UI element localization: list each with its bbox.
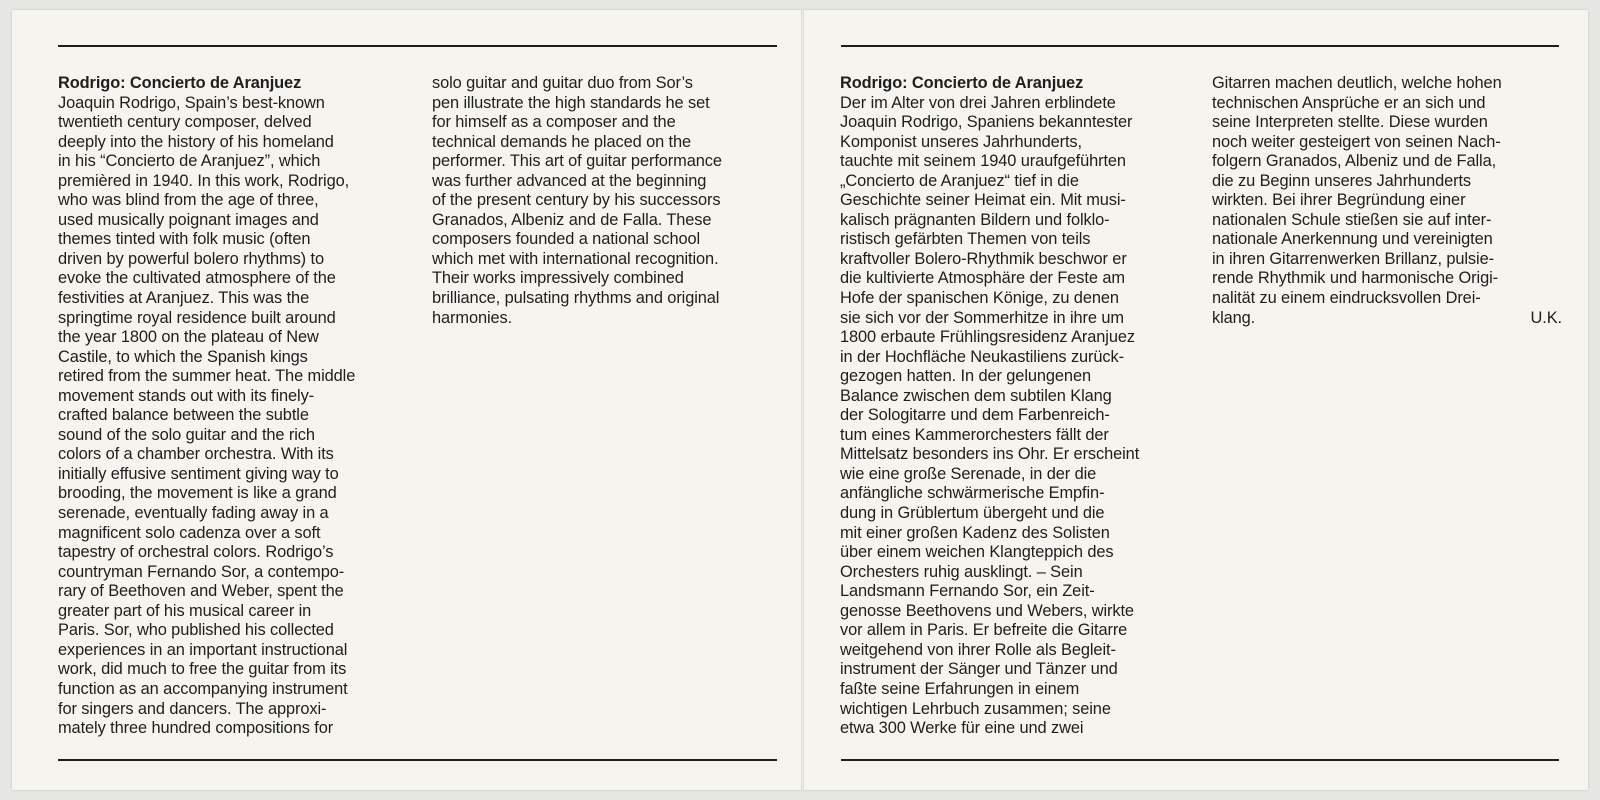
text-line: kalisch prägnanten Bildern und folklo- bbox=[840, 210, 1110, 229]
text-line: nationalen Schule stießen sie auf inter- bbox=[1212, 210, 1492, 229]
text-line: Joaquin Rodrigo, Spain’s best-known bbox=[58, 93, 325, 112]
text-line: dung in Grüblertum übergeht und die bbox=[840, 504, 1105, 523]
text-line: Mittelsatz besonders ins Ohr. Er erscheint bbox=[840, 445, 1140, 464]
text-line: tapestry of orchestral colors. Rodrigo’s bbox=[58, 543, 334, 562]
text-line: wichtigen Lehrbuch zusammen; seine bbox=[840, 699, 1111, 718]
text-line: festivities at Aranjuez. This was the bbox=[58, 289, 310, 308]
text-line: Their works impressively combined bbox=[432, 269, 684, 288]
text-line: technischen Ansprüche er an sich und bbox=[1212, 93, 1486, 112]
text-line: gezogen hatten. In der gelungenen bbox=[840, 367, 1091, 386]
text-line: premièred in 1940. In this work, Rodrigo, bbox=[58, 171, 350, 190]
text-line: performer. This art of guitar performance bbox=[432, 152, 722, 171]
text-line: deeply into the history of his homeland bbox=[58, 132, 334, 151]
text-line: folgern Granados, Albeniz und de Falla, bbox=[1212, 152, 1497, 171]
text-line: nationale Anerkennung und vereinigten bbox=[1212, 230, 1493, 249]
text-line: Der im Alter von drei Jahren erblindete bbox=[840, 93, 1116, 112]
text-line: über einem weichen Klangteppich des bbox=[840, 543, 1114, 562]
text-line: kraftvoller Bolero-Rhythmik beschwor er bbox=[840, 249, 1127, 268]
english-column-2 bbox=[432, 74, 782, 328]
top-rule-right bbox=[841, 45, 1559, 47]
text-line: Paris. Sor, who published his collected bbox=[58, 621, 334, 640]
text-line: serenade, eventually fading away in a bbox=[58, 504, 329, 523]
english-heading: Rodrigo: Concierto de Aranjuez bbox=[58, 74, 302, 92]
top-rule-left bbox=[58, 45, 777, 47]
text-line: Joaquin Rodrigo, Spaniens bekanntester bbox=[840, 113, 1133, 132]
text-line: crafted balance between the subtle bbox=[58, 406, 309, 425]
text-line: technical demands he placed on the bbox=[432, 132, 692, 151]
text-line: mit einer großen Kadenz des Solisten bbox=[840, 523, 1110, 542]
text-line: solo guitar and guitar duo from Sor’s bbox=[432, 74, 693, 92]
text-line: rende Rhythmik und harmonische Origi- bbox=[1212, 269, 1498, 288]
text-line: for singers and dancers. The approxi- bbox=[58, 699, 327, 718]
text-line: initially effusive sentiment giving way to bbox=[58, 464, 339, 483]
text-line: vor allem in Paris. Er befreite die Gitarre bbox=[840, 621, 1128, 640]
text-line: rary of Beethoven and Weber, spent the bbox=[58, 582, 344, 601]
text-line: klang. bbox=[1212, 308, 1256, 327]
text-line: pen illustrate the high standards he set bbox=[432, 93, 710, 112]
bottom-rule-right bbox=[841, 759, 1559, 761]
page-fold bbox=[801, 10, 804, 790]
text-line: harmonies. bbox=[432, 308, 513, 327]
text-line: in his “Concierto de Aranjuez”, which bbox=[58, 152, 321, 171]
text-line: sie sich vor der Sommerhitze in ihre um bbox=[840, 308, 1124, 327]
closing-line bbox=[1212, 309, 1562, 329]
text-line: experiences in an important instructional bbox=[58, 640, 348, 659]
text-line: function as an accompanying instrument bbox=[58, 679, 348, 698]
text-line: Orchesters ruhig ausklingt. – Sein bbox=[840, 562, 1083, 581]
text-line: Komponist unseres Jahrhunderts, bbox=[840, 132, 1082, 151]
text-line: who was blind from the age of three, bbox=[58, 191, 319, 210]
text-line: Gitarren machen deutlich, welche hohen bbox=[1212, 74, 1502, 92]
text-line: anfängliche schwärmerische Empfin- bbox=[840, 484, 1105, 503]
text-line: seine Interpreten stellte. Diese wurden bbox=[1212, 113, 1488, 132]
text-line: of the present century by his successors bbox=[432, 191, 721, 210]
text-line: faßte seine Erfahrungen in einem bbox=[840, 679, 1080, 698]
german-heading: Rodrigo: Concierto de Aranjuez bbox=[840, 74, 1084, 92]
text-line: der Sologitarre und dem Farbenreich- bbox=[840, 406, 1110, 425]
text-line: retired from the summer heat. The middle bbox=[58, 367, 356, 386]
text-line: ristisch gefärbten Themen von teils bbox=[840, 230, 1091, 249]
text-line: themes tinted with folk music (often bbox=[58, 230, 311, 249]
text-line: driven by powerful bolero rhythms) to bbox=[58, 249, 324, 268]
text-line: wie eine große Serenade, in der die bbox=[840, 464, 1097, 483]
text-line: die kultivierte Atmosphäre der Feste am bbox=[840, 269, 1125, 288]
text-line: Landsmann Fernando Sor, ein Zeit- bbox=[840, 582, 1095, 601]
text-line: mately three hundred compositions for bbox=[58, 719, 334, 738]
english-column-1 bbox=[58, 74, 408, 739]
text-line: springtime royal residence built around bbox=[58, 308, 336, 327]
text-line: genosse Beethovens und Webers, wirkte bbox=[840, 601, 1134, 620]
text-line: for himself as a composer and the bbox=[432, 113, 676, 132]
text-line: movement stands out with its finely- bbox=[58, 386, 315, 405]
author-initials: U.K. bbox=[1530, 308, 1562, 327]
text-line: noch weiter gesteigert von seinen Nach- bbox=[1212, 132, 1501, 151]
text-line: used musically poignant images and bbox=[58, 210, 319, 229]
text-line: Granados, Albeniz and de Falla. These bbox=[432, 210, 712, 229]
text-line: weitgehend von ihrer Rolle als Begleit- bbox=[840, 640, 1116, 659]
text-line: brilliance, pulsating rhythms and original bbox=[432, 289, 720, 308]
text-line: sound of the solo guitar and the rich bbox=[58, 425, 315, 444]
text-line: Hofe der spanischen Könige, zu denen bbox=[840, 289, 1119, 308]
text-line: twentieth century composer, delved bbox=[58, 113, 312, 132]
text-line: Castile, to which the Spanish kings bbox=[58, 347, 308, 366]
text-line: in ihren Gitarrenwerken Brillanz, pulsie- bbox=[1212, 249, 1494, 268]
text-line: was further advanced at the beginning bbox=[432, 171, 707, 190]
text-line: magnificent solo cadenza over a soft bbox=[58, 523, 321, 542]
text-line: work, did much to free the guitar from its bbox=[58, 660, 347, 679]
text-line: evoke the cultivated atmosphere of the bbox=[58, 269, 336, 288]
text-line: Balance zwischen dem subtilen Klang bbox=[840, 386, 1112, 405]
text-line: colors of a chamber orchestra. With its bbox=[58, 445, 334, 464]
text-line: tum eines Kammerorchesters fällt der bbox=[840, 425, 1109, 444]
text-line: instrument der Sänger und Tänzer und bbox=[840, 660, 1118, 679]
text-line: which met with international recognition. bbox=[432, 249, 719, 268]
text-line: composers founded a national school bbox=[432, 230, 701, 249]
text-line: in der Hochfläche Neukastiliens zurück- bbox=[840, 347, 1124, 366]
text-line: countryman Fernando Sor, a contempo- bbox=[58, 562, 345, 581]
text-line: brooding, the movement is like a grand bbox=[58, 484, 337, 503]
text-line: the year 1800 on the plateau of New bbox=[58, 328, 319, 347]
german-column-2 bbox=[1212, 74, 1562, 328]
text-line: Geschichte seiner Heimat ein. Mit musi- bbox=[840, 191, 1126, 210]
bottom-rule-left bbox=[58, 759, 777, 761]
text-line: „Concierto de Aranjuez“ tief in die bbox=[840, 171, 1079, 190]
text-line: greater part of his musical career in bbox=[58, 601, 312, 620]
text-line: 1800 erbaute Frühlingsresidenz Aranjuez bbox=[840, 328, 1135, 347]
text-line: die zu Beginn unseres Jahrhunderts bbox=[1212, 171, 1472, 190]
text-line: tauchte mit seinem 1940 uraufgeführten bbox=[840, 152, 1126, 171]
text-line: nalität zu einem eindrucksvollen Drei- bbox=[1212, 289, 1481, 308]
text-line: etwa 300 Werke für eine und zwei bbox=[840, 719, 1084, 738]
german-column-1 bbox=[840, 74, 1195, 739]
text-line: wirkten. Bei ihrer Begründung einer bbox=[1212, 191, 1466, 210]
